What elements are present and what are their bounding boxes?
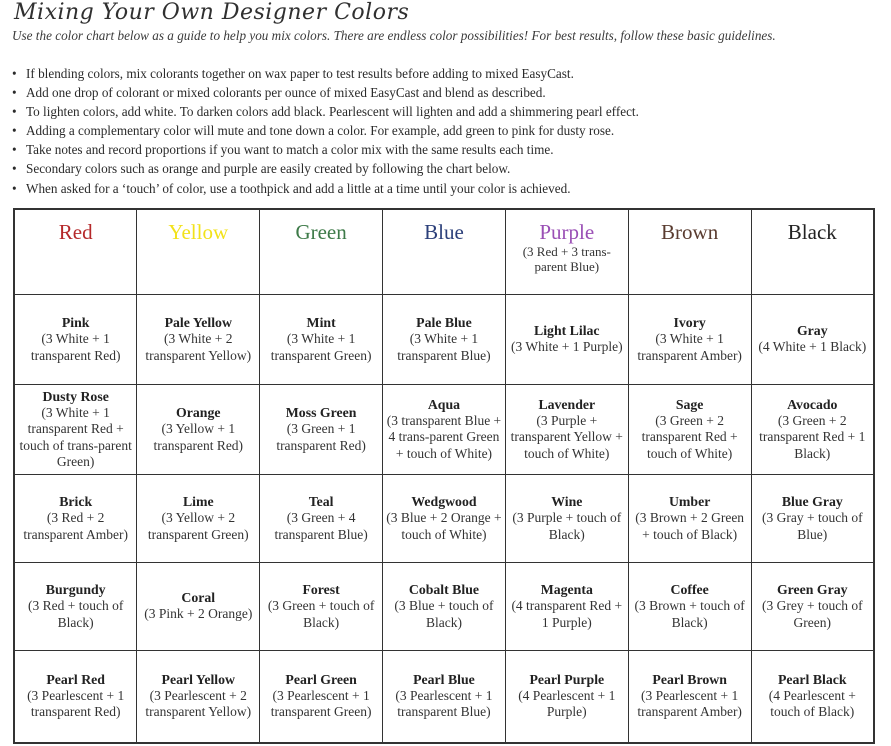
header-name: Yellow (168, 220, 229, 244)
color-cell (628, 563, 751, 651)
color-name: Umber (668, 494, 711, 509)
color-name: Mint (306, 315, 336, 330)
color-recipe: (3 Pearlescent + 2 transparent Yellow) (145, 687, 252, 720)
color-name: Light Lilac (534, 323, 600, 339)
color-name: Pale Blue (416, 315, 472, 330)
color-name: Pink (61, 315, 90, 330)
color-cell (14, 563, 137, 651)
guideline-item: • Take notes and record proportions if you want to match a color mix with the same results each time. (10, 140, 880, 159)
color-name: Coral (181, 590, 216, 606)
color-name: Brick (59, 494, 93, 509)
color-recipe: (3 White + 1 Purple) (511, 339, 623, 355)
header-purple (505, 209, 628, 295)
header-red (14, 209, 137, 295)
color-cell (505, 651, 628, 743)
color-recipe: (3 Pearlescent + 1 transparent Blue) (395, 687, 493, 720)
color-name: Pearl Purple (529, 671, 605, 687)
header-name: Green (295, 220, 347, 244)
color-cell (505, 385, 628, 475)
guideline-item: • To lighten colors, add white. To darken colors add black. Pearlescent will lighten and add a shimmering pearl effect. (10, 102, 880, 121)
color-cell (14, 295, 137, 385)
header-yellow (137, 209, 260, 295)
color-cell (505, 563, 628, 651)
color-cell (383, 651, 506, 743)
color-recipe: (3 Blue + touch of Black) (394, 598, 494, 630)
color-recipe: (3 White + 2 transparent Yellow) (145, 331, 252, 363)
color-name: Aqua (427, 396, 461, 412)
color-recipe: (3 White + 1 transparent Green) (270, 331, 372, 363)
color-cell (383, 385, 506, 475)
color-cell (383, 563, 506, 651)
color-recipe: (4 Pearlescent + touch of Black) (768, 687, 856, 720)
color-recipe: (3 Purple + touch of Black) (512, 510, 622, 542)
color-recipe: (3 Green + 2 transparent Red + touch of White) (641, 412, 738, 461)
color-cell (137, 563, 260, 651)
chart-header-row (14, 209, 874, 295)
color-recipe: (3 Red + touch of Black) (28, 598, 124, 630)
color-recipe: (3 Pearlescent + 1 transparent Amber) (637, 687, 742, 720)
color-name: Magenta (540, 582, 593, 597)
color-recipe: (3 Green + 2 transparent Red + 1 Black) (759, 412, 866, 461)
table-row (14, 651, 874, 743)
color-cell (14, 651, 137, 743)
color-name: Coffee (670, 582, 709, 597)
color-cell (751, 563, 874, 651)
color-cell (751, 651, 874, 743)
color-recipe: (3 White + 1 transparent Blue) (397, 331, 491, 363)
color-recipe: (4 transparent Red + 1 Purple) (511, 598, 623, 630)
color-recipe: (3 White + 1 transparent Red + touch of trans-parent Green) (19, 404, 132, 469)
color-cell (751, 475, 874, 563)
color-recipe: (3 Purple + transparent Yellow + touch of White) (510, 412, 623, 461)
color-recipe: (3 Red + 2 transparent Amber) (23, 510, 128, 542)
color-cell (14, 385, 137, 475)
color-recipe: (3 Green + 1 transparent Red) (276, 421, 366, 453)
color-recipe: (3 transparent Blue + 4 trans-parent Green + touch of White) (386, 412, 502, 461)
color-name: Blue Gray (781, 494, 843, 509)
color-cell (260, 295, 383, 385)
header-green (260, 209, 383, 295)
color-name: Lavender (538, 396, 596, 412)
color-name: Pearl Black (777, 671, 847, 687)
color-name: Wine (551, 494, 583, 509)
color-recipe: (3 Brown + 2 Green + touch of Black) (635, 510, 745, 542)
color-recipe: (3 Blue + 2 Orange + touch of White) (386, 510, 502, 542)
header-brown (628, 209, 751, 295)
color-cell (260, 385, 383, 475)
guideline-item: • Adding a complementary color will mute and tone down a color. For example, add green to pink for dusty rose. (10, 121, 880, 140)
color-cell (751, 295, 874, 385)
header-name: Purple (539, 220, 595, 244)
color-name: Pearl Brown (652, 671, 727, 687)
color-cell (383, 475, 506, 563)
chart-body (14, 295, 874, 743)
color-name: Lime (182, 494, 214, 509)
color-name: Gray (796, 323, 828, 339)
guidelines-list (10, 64, 880, 198)
color-cell (260, 475, 383, 563)
color-name: Pearl Red (46, 671, 105, 687)
color-mixing-chart (13, 208, 875, 744)
color-recipe: (3 Green + 4 transparent Blue) (274, 510, 368, 542)
color-cell (751, 385, 874, 475)
color-cell (137, 475, 260, 563)
color-name: Burgundy (45, 582, 106, 597)
color-cell (137, 295, 260, 385)
color-cell (260, 563, 383, 651)
color-recipe: (3 White + 1 transparent Red) (30, 331, 121, 363)
color-cell (505, 295, 628, 385)
color-recipe: (4 Pearlescent + 1 Purple) (518, 687, 616, 720)
header-name: Black (787, 220, 837, 244)
header-black (751, 209, 874, 295)
page-title: Mixing Your Own Designer Colors (14, 0, 410, 25)
color-cell (505, 475, 628, 563)
guideline-item: • When asked for a ‘touch’ of color, use a toothpick and add a little at a time until your color is achieved. (10, 179, 880, 198)
color-name: Pearl Yellow (161, 671, 235, 687)
header-name: Blue (424, 220, 464, 244)
table-row (14, 295, 874, 385)
color-recipe: (3 Yellow + 1 transparent Red) (153, 421, 244, 453)
color-name: Pearl Green (285, 671, 357, 687)
header-name: Red (58, 220, 93, 244)
table-row (14, 475, 874, 563)
header-name: Brown (661, 220, 719, 244)
color-cell (260, 651, 383, 743)
color-cell (628, 295, 751, 385)
color-recipe: (3 Pink + 2 Orange) (144, 606, 253, 622)
color-cell (628, 651, 751, 743)
color-cell (383, 295, 506, 385)
color-recipe: (3 Brown + touch of Black) (634, 598, 745, 630)
guideline-item: • If blending colors, mix colorants together on wax paper to test results before adding to mixed EasyCast. (10, 64, 880, 83)
color-name: Forest (302, 582, 340, 597)
color-name: Pale Yellow (164, 315, 232, 330)
color-cell (137, 651, 260, 743)
guideline-item: • Add one drop of colorant or mixed colorants per ounce of mixed EasyCast and blend as described. (10, 83, 880, 102)
color-recipe: (3 Green + touch of Black) (267, 598, 375, 630)
guideline-item: • Secondary colors such as orange and purple are easily created by following the chart below. (10, 159, 880, 178)
color-name: Wedgwood (411, 494, 477, 509)
color-name: Orange (176, 405, 221, 420)
color-name: Dusty Rose (42, 388, 109, 404)
color-cell (628, 475, 751, 563)
color-cell (14, 475, 137, 563)
color-recipe: (3 Gray + touch of Blue) (761, 510, 863, 542)
color-recipe: (3 Pearlescent + 1 transparent Red) (27, 687, 125, 720)
color-name: Moss Green (285, 405, 357, 420)
color-recipe: (3 Yellow + 2 transparent Green) (147, 510, 249, 542)
color-name: Sage (675, 396, 704, 412)
color-cell (628, 385, 751, 475)
color-name: Teal (308, 494, 334, 509)
header-note: (3 Red + 3 trans-parent Blue) (522, 244, 611, 274)
table-row (14, 563, 874, 651)
color-recipe: (4 White + 1 Black) (758, 339, 867, 355)
header-blue (383, 209, 506, 295)
color-name: Avocado (787, 396, 838, 412)
color-name: Green Gray (776, 582, 848, 597)
intro-text: Use the color chart below as a guide to help you mix colors. There are endless color possibilities! For best results, follow these basic guidelines. (12, 28, 776, 43)
color-recipe: (3 Pearlescent + 1 transparent Green) (270, 687, 372, 720)
color-name: Pearl Blue (413, 671, 475, 687)
color-name: Ivory (673, 315, 706, 330)
table-row (14, 385, 874, 475)
color-recipe: (3 White + 1 transparent Amber) (637, 331, 742, 363)
color-name: Cobalt Blue (408, 582, 480, 597)
color-cell (137, 385, 260, 475)
color-recipe: (3 Grey + touch of Green) (761, 598, 863, 630)
